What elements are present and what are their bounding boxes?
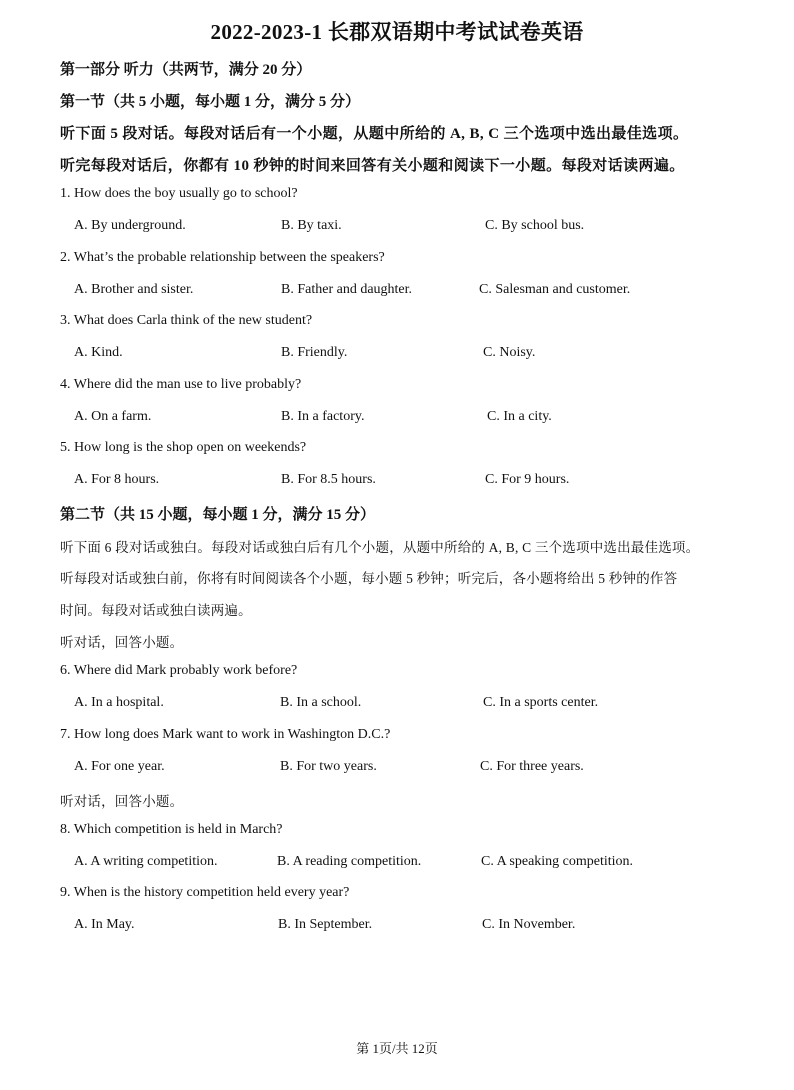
q6-option-a: A. In a hospital.	[74, 695, 164, 710]
q2-option-b: B. Father and daughter.	[281, 282, 413, 297]
q8-option-b: B. A reading competition.	[277, 854, 422, 869]
section1-heading: 第一节（共 5 小题，每小题 1 分，满分 5 分）	[60, 94, 361, 110]
q2-option-c: C. Salesman and customer.	[479, 282, 631, 297]
q6-option-c: C. In a sports center.	[483, 695, 599, 710]
q9-option-a: A. In May.	[74, 917, 135, 932]
section2-heading: 第二节（共 15 小题，每小题 1 分，满分 15 分）	[60, 507, 376, 523]
q8-option-c: C. A speaking competition.	[481, 854, 634, 869]
q7-option-b: B. For two years.	[280, 759, 377, 774]
q2-option-a: A. Brother and sister.	[74, 282, 194, 297]
q9-option-b: B. In September.	[278, 917, 373, 932]
q4-option-a: A. On a farm.	[74, 409, 152, 424]
listen-prompt-2: 听对话，回答小题。	[60, 794, 184, 809]
q9-option-c: C. In November.	[482, 917, 576, 932]
section2-instruction-2: 听每段对话或独白前，你将有时间阅读各个小题，每小题 5 秒钟；听完后，各小题将给出 5 秒钟的作答	[60, 571, 678, 586]
section1-instruction-2: 听完每段对话后，你都有 10 秒钟的时间来回答有关小题和阅读下一小题。每段对话读两遍。	[60, 158, 685, 174]
question-5: 5. How long is the shop open on weekends?	[60, 440, 307, 455]
q4-option-b: B. In a factory.	[281, 409, 365, 424]
question-8: 8. Which competition is held in March?	[60, 822, 283, 837]
q7-option-a: A. For one year.	[74, 759, 165, 774]
question-9: 9. When is the history competition held every year?	[60, 885, 350, 900]
q5-option-b: B. For 8.5 hours.	[281, 472, 376, 487]
q5-option-a: A. For 8 hours.	[74, 472, 160, 487]
section1-instruction-1: 听下面 5 段对话。每段对话后有一个小题，从题中所给的 A, B, C 三个选项中选出最佳选项。	[60, 126, 689, 142]
page-footer: 第 1页/共 12页	[356, 1041, 438, 1056]
question-1: 1. How does the boy usually go to school?	[60, 186, 298, 201]
question-4: 4. Where did the man use to live probably?	[60, 377, 302, 392]
q6-option-b: B. In a school.	[280, 695, 362, 710]
q3-option-a: A. Kind.	[74, 345, 123, 360]
q3-option-c: C. Noisy.	[483, 345, 536, 360]
q3-option-b: B. Friendly.	[281, 345, 348, 360]
section2-instruction-1: 听下面 6 段对话或独白。每段对话或独白后有几个小题，从题中所给的 A, B, C 三个选项中选出最佳选项。	[60, 540, 700, 555]
q5-option-c: C. For 9 hours.	[485, 472, 570, 487]
question-3: 3. What does Carla think of the new student?	[60, 313, 313, 328]
part1-heading: 第一部分 听力（共两节，满分 20 分）	[60, 62, 312, 78]
question-2: 2. What’s the probable relationship between the speakers?	[60, 250, 385, 265]
page-title: 2022-2023-1 长郡双语期中考试试卷英语	[210, 20, 584, 44]
listen-prompt-1: 听对话，回答小题。	[60, 635, 184, 650]
q1-option-b: B. By taxi.	[281, 218, 342, 233]
q8-option-a: A. A writing competition.	[74, 854, 218, 869]
q1-option-c: C. By school bus.	[485, 218, 585, 233]
q4-option-c: C. In a city.	[487, 409, 552, 424]
q1-option-a: A. By underground.	[74, 218, 186, 233]
question-6: 6. Where did Mark probably work before?	[60, 663, 298, 678]
section2-instruction-3: 时间。每段对话或独白读两遍。	[60, 603, 252, 618]
q7-option-c: C. For three years.	[480, 759, 584, 774]
question-7: 7. How long does Mark want to work in Washington D.C.?	[60, 727, 391, 742]
